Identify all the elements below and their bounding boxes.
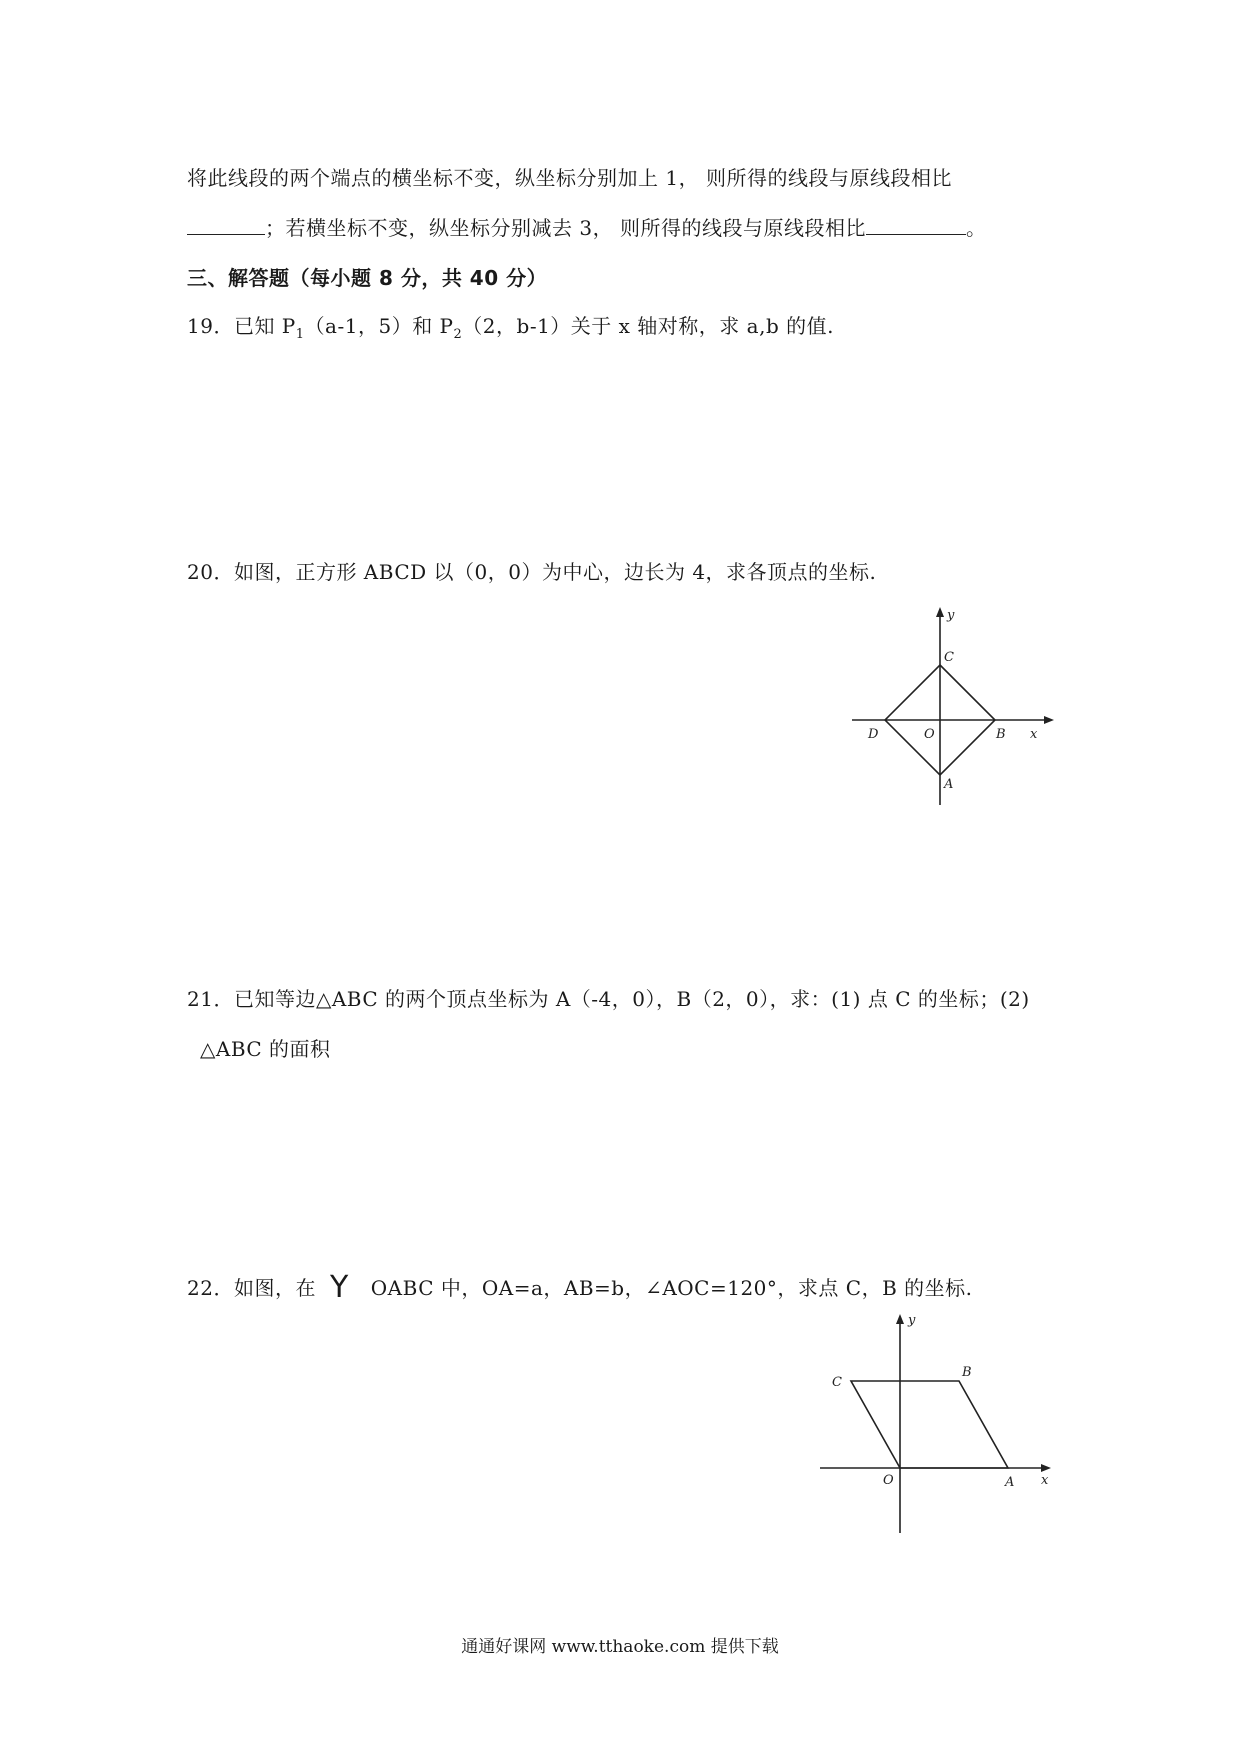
q22-part1: 22．如图，在 — [187, 1276, 316, 1300]
q22-label-b: B — [962, 1365, 972, 1380]
q20-label-c: C — [944, 650, 954, 665]
q22-part2: OABC 中，OA=a，AB=b，∠AOC=120°，求点 C，B 的坐标. — [370, 1276, 973, 1300]
q20-text: 20．如图，正方形 ABCD 以（0，0）为中心，边长为 4，求各顶点的坐标. — [187, 560, 877, 584]
q21-line2: △ABC 的面积 — [200, 1037, 331, 1061]
q18-line2 — [187, 212, 986, 241]
q18-line2-end: 。 — [965, 216, 987, 240]
q22-parallelogram — [851, 1381, 1008, 1468]
q18-line1-text: 将此线段的两个端点的横坐标不变，纵坐标分别加上 1， 则所得的线段与原线段相比 — [187, 166, 952, 190]
q19-part3: （2，b-1）关于 x 轴对称，求 a,b 的值. — [462, 314, 834, 338]
q22-label-x: x — [1041, 1473, 1049, 1488]
section3-heading: 三、解答题（每小题 8 分，共 40 分） — [187, 266, 548, 290]
q19-sub2: 2 — [453, 327, 463, 342]
q19-sub1: 1 — [295, 327, 305, 342]
q20-figure — [850, 605, 1060, 810]
q20-label-y: y — [947, 608, 955, 623]
q20-label-o: O — [924, 727, 935, 742]
q22-figure — [815, 1308, 1065, 1538]
q18-line2-text: ；若横坐标不变，纵坐标分别减去 3， 则所得的线段与原线段相比 — [265, 216, 866, 240]
q22-label-o: O — [883, 1473, 894, 1488]
q22-x-arrow — [1041, 1464, 1051, 1472]
q19-number: 19． — [187, 314, 234, 338]
q18-line1 — [187, 162, 952, 191]
q18-blank-1[interactable] — [187, 216, 265, 235]
footer-credit: 通通好课网 www.tthaoke.com 提供下载 — [461, 1637, 779, 1657]
q20-label-b: B — [996, 727, 1006, 742]
q20-label-x: x — [1030, 727, 1038, 742]
q20-x-arrow — [1044, 716, 1054, 724]
q22-y-arrow — [896, 1314, 904, 1324]
q19-part2: （a-1，5）和 P — [304, 314, 454, 338]
q19-part1: 已知 P — [233, 314, 296, 338]
q18-blank-2[interactable] — [866, 216, 966, 235]
q19-text — [187, 310, 834, 342]
q22-label-y: y — [908, 1313, 916, 1328]
q22-text — [187, 1270, 972, 1305]
q21-line1: 21．已知等边△ABC 的两个顶点坐标为 A（-4，0），B（2，0），求：(1) 点 C 的坐标；(2) — [187, 987, 1030, 1011]
q20-label-d: D — [868, 727, 879, 742]
q22-label-a: A — [1005, 1475, 1015, 1490]
q20-label-a: A — [944, 777, 954, 792]
q20-y-arrow — [936, 607, 944, 617]
q22-parallelogram-symbol: Y — [329, 1270, 349, 1305]
q22-label-c: C — [832, 1375, 842, 1390]
